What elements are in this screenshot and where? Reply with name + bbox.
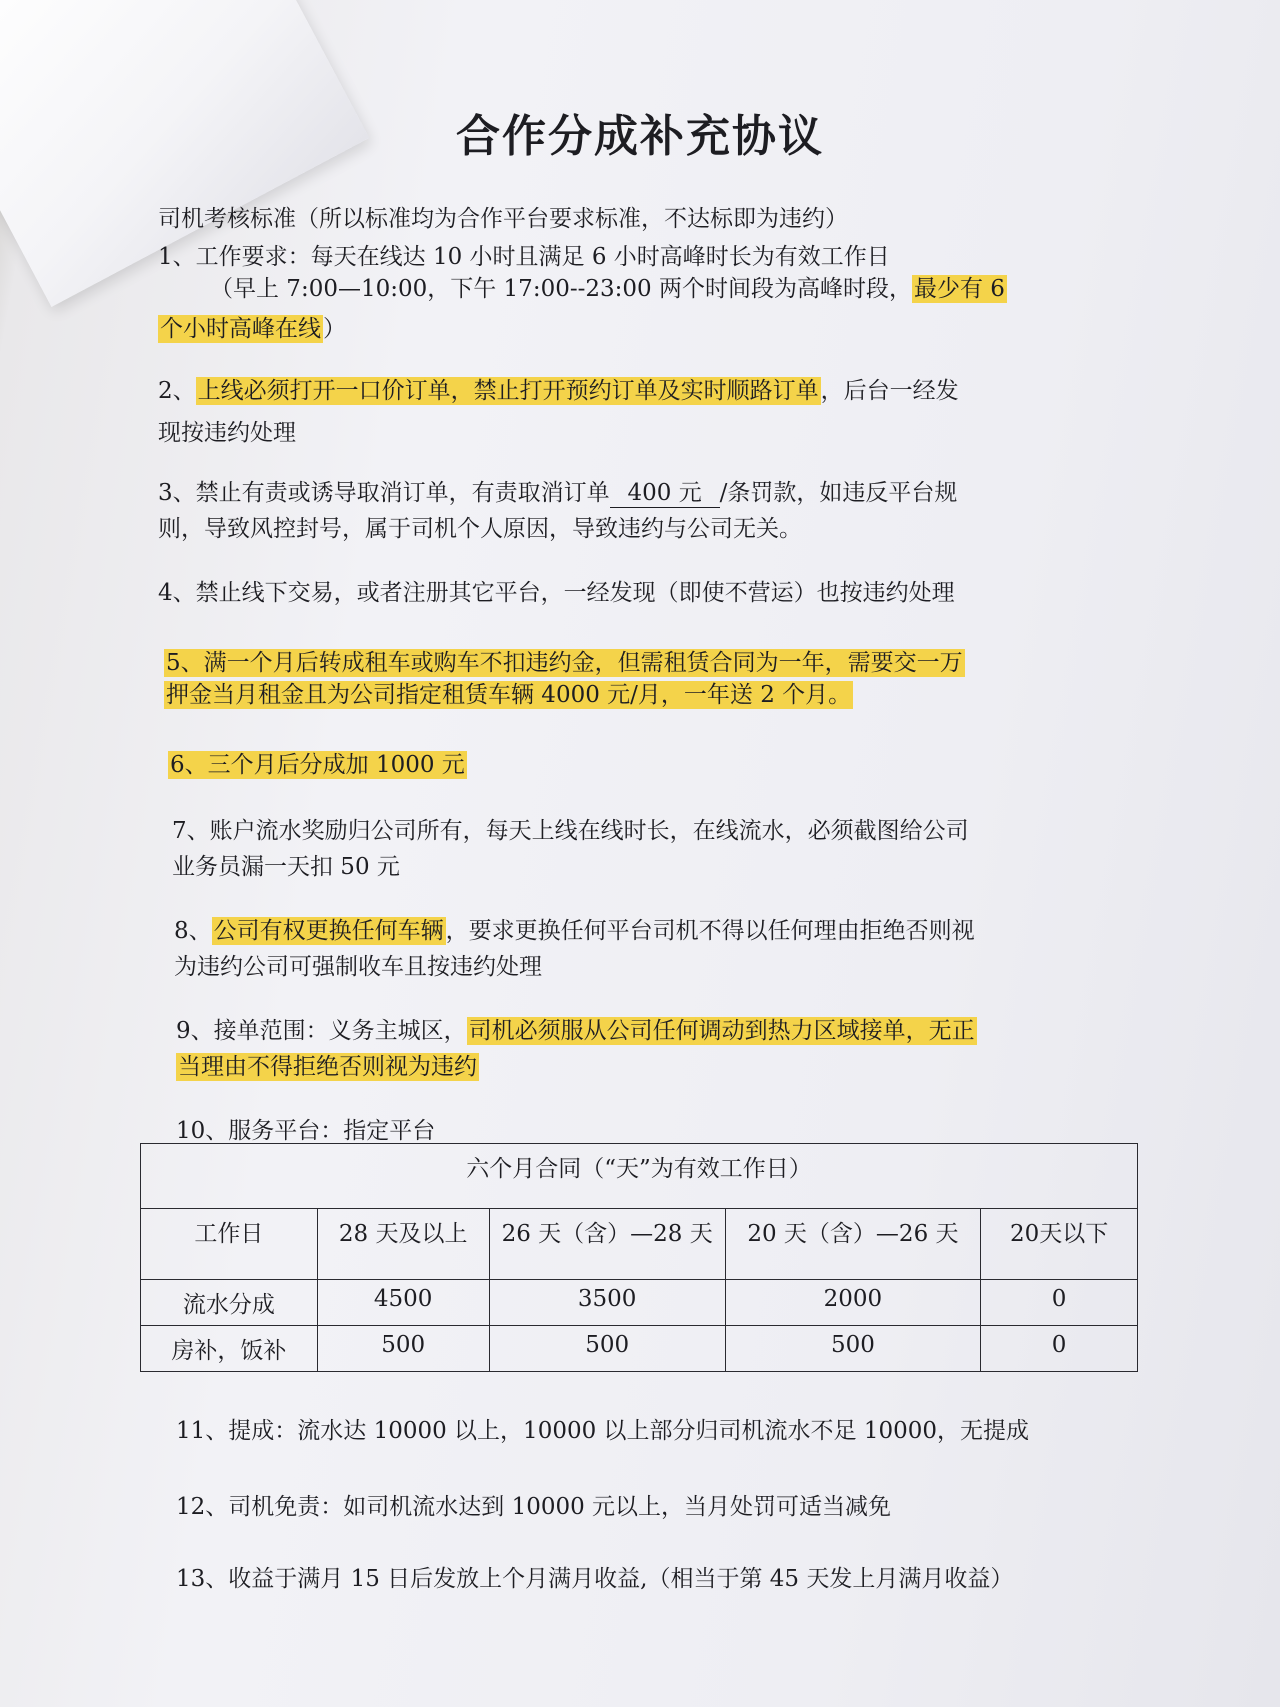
table-header-cell: 26 天（含）—28 天 [489,1209,725,1280]
clause-8-highlight: 公司有权更换任何车辆 [213,918,444,944]
table-header-cell: 工作日 [141,1209,318,1280]
table-cell: 500 [725,1326,981,1372]
table-cell: 500 [489,1326,725,1372]
table-row-label: 房补，饭补 [141,1326,318,1372]
clause-2-number: 2、 [158,378,196,404]
clause-5-highlight-2: 押金当月租金且为公司指定租赁车辆 4000 元/月，一年送 2 个月。 [166,682,852,708]
clause-9-highlight-cont: 当理由不得拒绝否则视为违约 [178,1054,477,1080]
clause-9-prefix: 9、接单范围：义务主城区， [176,1018,467,1044]
table-title: 六个月合同（“天”为有效工作日） [141,1144,1138,1209]
table-cell: 2000 [725,1280,981,1326]
clause-3-line-1 [158,474,957,508]
table-row-label: 流水分成 [141,1280,318,1326]
document-title: 合作分成补充协议 [456,111,824,162]
clause-2-highlight: 上线必须打开一口价订单，禁止打开预约订单及实时顺路订单 [197,378,819,404]
clause-11: 11、提成：流水达 10000 以上，10000 以上部分归司机流水不足 10000，无提成 [176,1418,1030,1444]
clause-8-number: 8、 [174,918,212,944]
clause-2-suffix: ，后台一经发 [820,378,959,404]
clause-3-line-2: 则，导致风控封号，属于司机个人原因，导致违约与公司无关。 [158,516,802,542]
table-header-cell: 20天以下 [981,1209,1138,1280]
table-cell: 0 [981,1326,1138,1372]
clause-4: 4、禁止线下交易，或者注册其它平台，一经发现（即使不营运）也按违约处理 [158,580,955,606]
clause-5-line-1 [164,644,965,677]
table-cell: 500 [317,1326,489,1372]
clause-12: 12、司机免责：如司机流水达到 10000 元以上，当月处罚可适当减免 [176,1494,892,1520]
clause-2-line-2: 现按违约处理 [158,420,296,446]
table-header-cell: 20 天（含）—26 天 [725,1209,981,1280]
clause-8-line-2: 为违约公司可强制收车且按违约处理 [174,954,542,980]
table-header-row [141,1209,1138,1280]
table-header-cell: 28 天及以上 [317,1209,489,1280]
clause-1-highlight: 最少有 6 [913,276,1005,302]
table-cell: 4500 [317,1280,489,1326]
clause-9-highlight: 司机必须服从公司任何调动到热力区域接单，无正 [468,1018,975,1044]
penalty-amount-blank: 400 元 [610,474,720,508]
clause-2-line-1 [158,372,959,405]
table-cell: 3500 [489,1280,725,1326]
clause-9-line-1 [176,1012,977,1045]
clause-1-peak-hours: （早上 7:00—10:00，下午 17:00--23:00 两个时间段为高峰时段， [210,276,912,302]
clause-7-line-2: 业务员漏一天扣 50 元 [172,854,400,880]
clause-3-prefix: 3、禁止有责或诱导取消订单，有责取消订单 [158,480,610,506]
clause-6 [168,746,467,779]
clause-13: 13、收益于满月 15 日后发放上个月满月收益,（相当于第 45 天发上月满月收益） [176,1566,1014,1592]
clause-9-line-2 [176,1048,479,1081]
clause-10: 10、服务平台：指定平台 [176,1118,436,1144]
clause-1-highlight-cont: 个小时高峰在线 [160,316,321,342]
table-row [141,1280,1138,1326]
clause-3-suffix: /条罚款，如违反平台规 [719,480,958,506]
clause-1-line-1: 1、工作要求：每天在线达 10 小时且满足 6 小时高峰时长为有效工作日 [158,244,890,270]
clause-8-suffix: ，要求更换任何平台司机不得以任何理由拒绝否则视 [445,918,975,944]
clause-5-line-2 [164,676,853,709]
clause-6-highlight: 6、三个月后分成加 1000 元 [170,752,465,778]
clause-1-line-2 [210,270,1007,303]
clause-1-close: ） [323,316,346,342]
clause-8-line-1 [174,912,975,945]
assessment-intro: 司机考核标准（所以标准均为合作平台要求标准，不达标即为违约） [158,206,848,232]
table-row [141,1326,1138,1372]
clause-1-line-3 [158,310,346,343]
table-cell: 0 [981,1280,1138,1326]
revenue-share-table [140,1143,1138,1372]
clause-5-highlight-1: 5、满一个月后转成租车或购车不扣违约金，但需租赁合同为一年，需要交一万 [166,650,963,676]
clause-7-line-1: 7、账户流水奖励归公司所有，每天上线在线时长，在线流水，必须截图给公司 [172,818,969,844]
